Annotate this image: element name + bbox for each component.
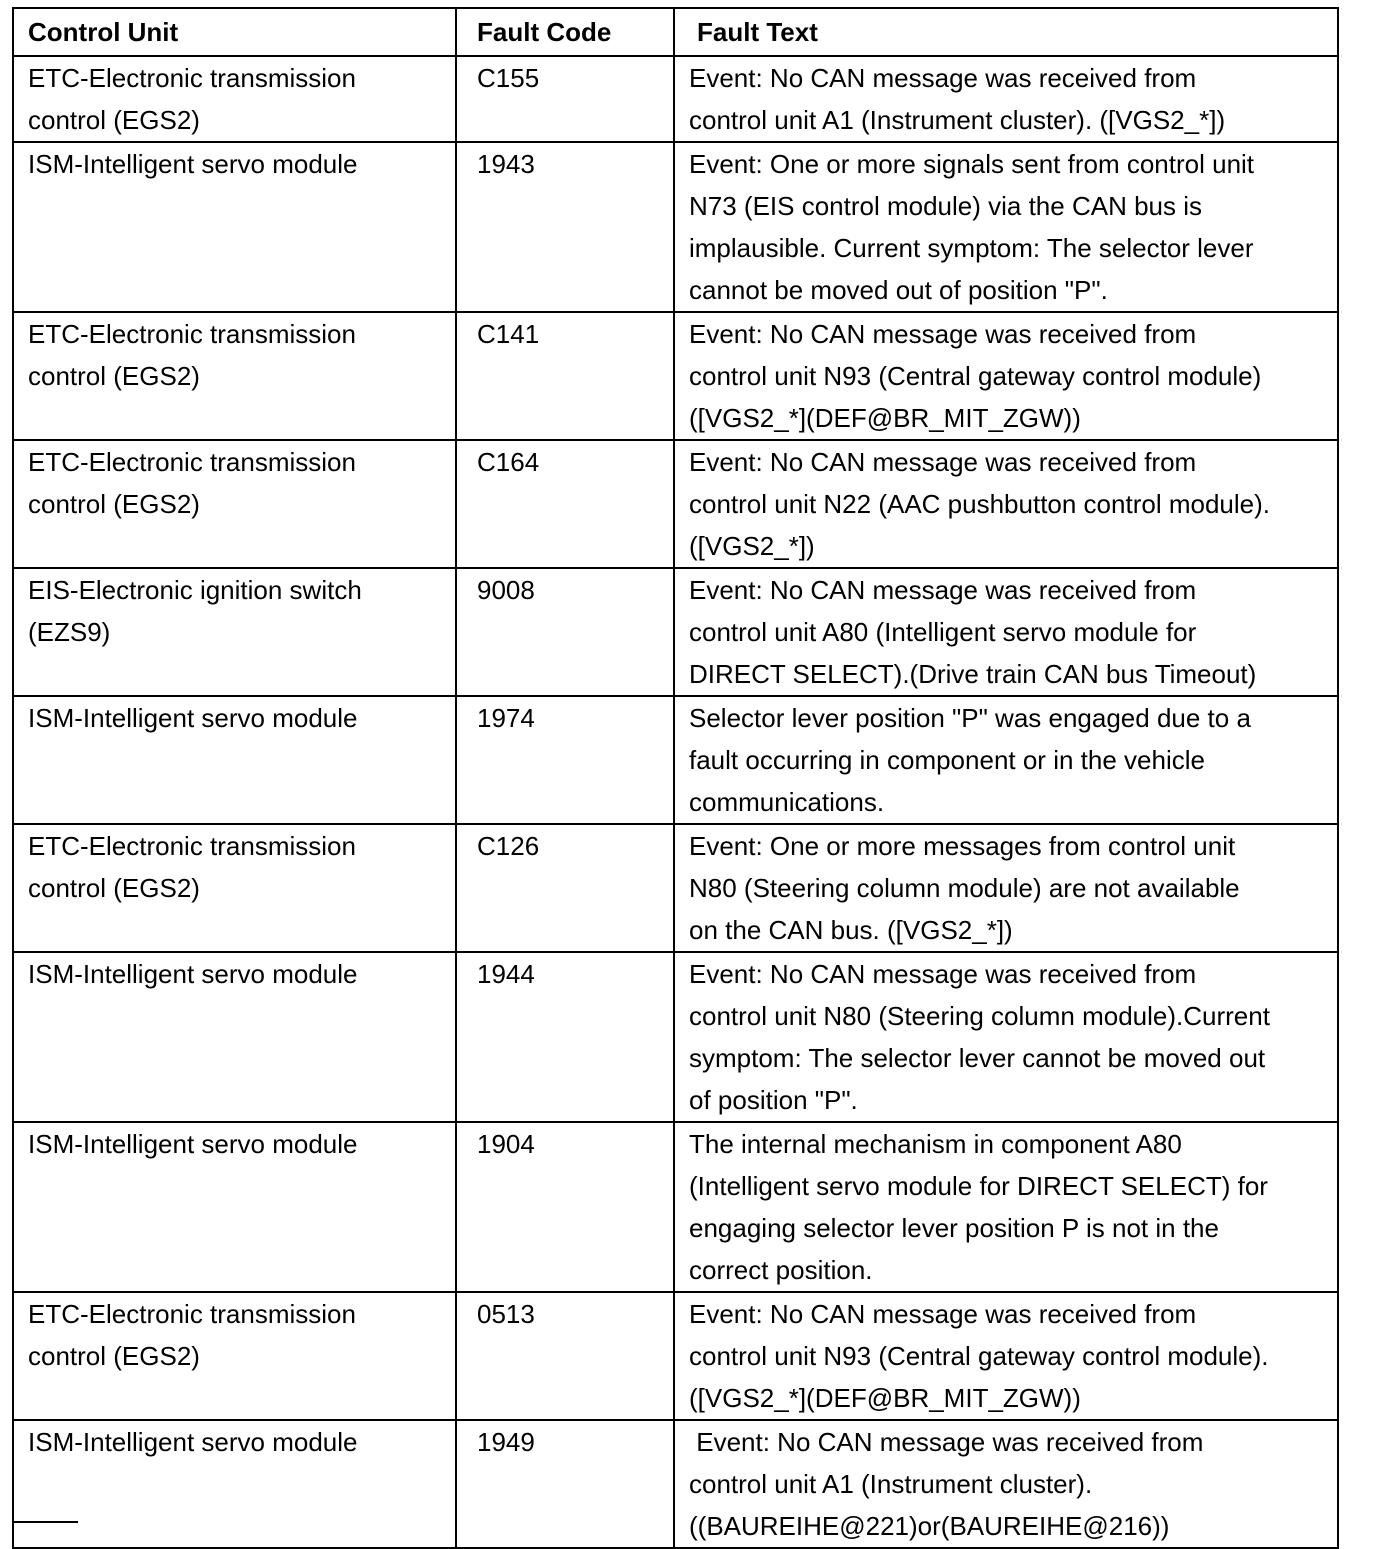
header-fault-text: Fault Text bbox=[674, 8, 1338, 56]
fault-code-cell: 1943 bbox=[456, 142, 674, 312]
fault-code-cell: C141 bbox=[456, 312, 674, 440]
fault-text-cell: Event: No CAN message was received from control unit N93 (Central gateway control module) ([VGS2_*](DEF@BR_MIT_ZGW)) bbox=[674, 312, 1338, 440]
fault-text-cell: Event: One or more signals sent from control unit N73 (EIS control module) via the CAN bus is implausible. Current symptom: The selector lever cannot be moved out of position "P". bbox=[674, 142, 1338, 312]
control-unit-cell: ISM-Intelligent servo module bbox=[13, 696, 456, 824]
fault-text-cell: Event: No CAN message was received from control unit N93 (Central gateway control module). ([VGS2_*](DEF@BR_MIT_ZGW)) bbox=[674, 1292, 1338, 1420]
fault-code-cell: 1944 bbox=[456, 952, 674, 1122]
fault-code-cell: C164 bbox=[456, 440, 674, 568]
table-row bbox=[13, 696, 1338, 824]
control-unit-cell: ETC-Electronic transmission control (EGS2) bbox=[13, 56, 456, 142]
fault-code-cell: 9008 bbox=[456, 568, 674, 696]
fault-code-table bbox=[12, 7, 1339, 1549]
table-row bbox=[13, 1122, 1338, 1292]
fault-text-cell: Event: No CAN message was received from control unit A1 (Instrument cluster). ((BAUREIHE@221)or(BAUREIHE@216)) bbox=[674, 1420, 1338, 1548]
fault-code-cell: 1974 bbox=[456, 696, 674, 824]
fault-text-cell: Event: No CAN message was received from control unit A80 (Intelligent servo module for DIRECT SELECT).(Drive train CAN bus Timeout) bbox=[674, 568, 1338, 696]
fault-text-cell: Event: One or more messages from control unit N80 (Steering column module) are not available on the CAN bus. ([VGS2_*]) bbox=[674, 824, 1338, 952]
control-unit-cell: ISM-Intelligent servo module bbox=[13, 952, 456, 1122]
fault-text-cell: The internal mechanism in component A80 (Intelligent servo module for DIRECT SELECT) for engaging selector lever position P is not in the correct position. bbox=[674, 1122, 1338, 1292]
table-row bbox=[13, 824, 1338, 952]
fault-text-cell: Selector lever position "P" was engaged due to a fault occurring in component or in the vehicle communications. bbox=[674, 696, 1338, 824]
control-unit-cell: ETC-Electronic transmission control (EGS2) bbox=[13, 440, 456, 568]
fault-code-cell: 1904 bbox=[456, 1122, 674, 1292]
control-unit-cell: ETC-Electronic transmission control (EGS2) bbox=[13, 312, 456, 440]
control-unit-cell: ISM-Intelligent servo module bbox=[13, 1122, 456, 1292]
control-unit-cell: EIS-Electronic ignition switch (EZS9) bbox=[13, 568, 456, 696]
control-unit-cell: ISM-Intelligent servo module bbox=[13, 142, 456, 312]
fault-code-cell: C155 bbox=[456, 56, 674, 142]
fault-code-cell: C126 bbox=[456, 824, 674, 952]
fault-text-cell: Event: No CAN message was received from control unit N22 (AAC pushbutton control module). ([VGS2_*]) bbox=[674, 440, 1338, 568]
table-row bbox=[13, 56, 1338, 142]
header-fault-code: Fault Code bbox=[456, 8, 674, 56]
table-row bbox=[13, 1292, 1338, 1420]
table-row bbox=[13, 142, 1338, 312]
table-row bbox=[13, 440, 1338, 568]
fault-text-cell: Event: No CAN message was received from control unit A1 (Instrument cluster). ([VGS2_*]) bbox=[674, 56, 1338, 142]
table-row bbox=[13, 1420, 1338, 1548]
control-unit-cell: ISM-Intelligent servo module bbox=[13, 1420, 456, 1548]
control-unit-cell: ETC-Electronic transmission control (EGS2) bbox=[13, 824, 456, 952]
page-edge-rule bbox=[12, 1521, 78, 1523]
table-header-row bbox=[13, 8, 1338, 56]
header-control-unit: Control Unit bbox=[13, 8, 456, 56]
fault-code-cell: 0513 bbox=[456, 1292, 674, 1420]
table-row bbox=[13, 952, 1338, 1122]
table-row bbox=[13, 568, 1338, 696]
table-row bbox=[13, 312, 1338, 440]
control-unit-cell: ETC-Electronic transmission control (EGS2) bbox=[13, 1292, 456, 1420]
fault-text-cell: Event: No CAN message was received from control unit N80 (Steering column module).Current symptom: The selector lever cannot be moved out of position "P". bbox=[674, 952, 1338, 1122]
fault-code-cell: 1949 bbox=[456, 1420, 674, 1548]
